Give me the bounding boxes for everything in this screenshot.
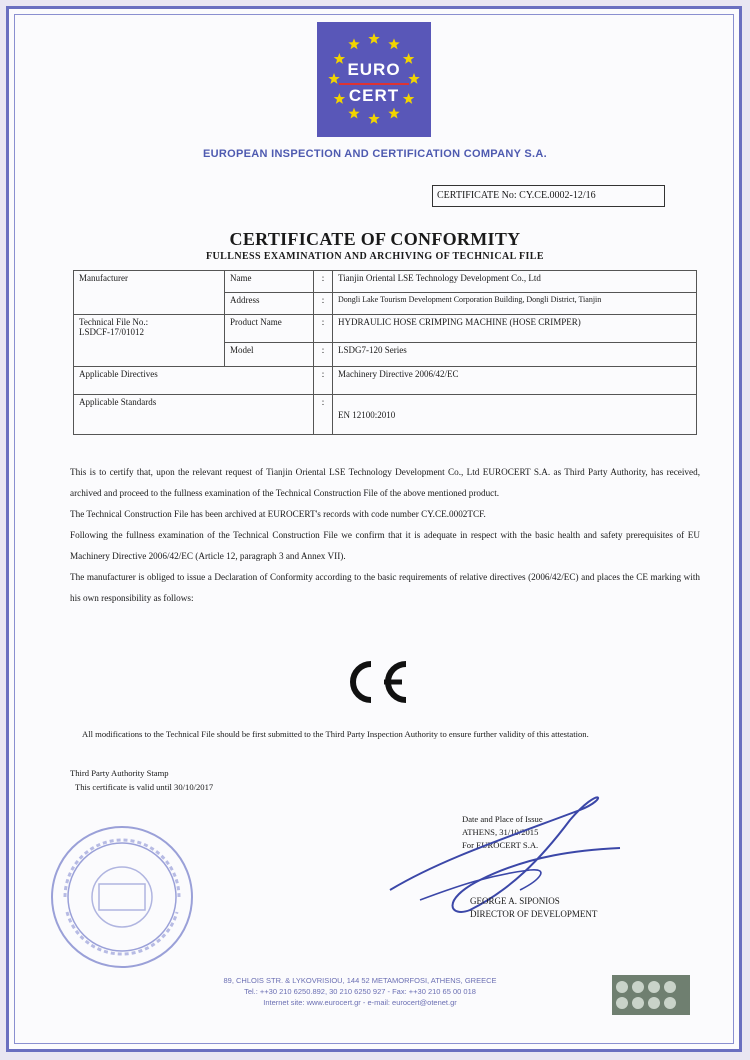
colon: : — [314, 315, 333, 343]
date-place-line: Date and Place of Issue — [462, 814, 543, 824]
body-paragraph: The manufacturer is obliged to issue a Declaration of Conformity according to the basic requirements of relative directives (2006/42/EC) and places the CE marking with his own responsibility as follows: — [70, 572, 700, 603]
technical-file-value: LSDCF-17/01012 — [79, 327, 145, 337]
stamp-label: Third Party Authority Stamp — [70, 768, 169, 778]
footer-web: Internet site: www.eurocert.gr - e-mail: eurocert@otenet.gr — [263, 998, 457, 1007]
model-value: LSDG7-120 Series — [333, 343, 697, 367]
colon: : — [314, 293, 333, 315]
certificate-subtitle: FULLNESS EXAMINATION AND ARCHIVING OF TECHNICAL FILE — [206, 251, 544, 262]
certificate-body — [70, 462, 700, 609]
star-icon — [368, 33, 379, 44]
colon: : — [314, 271, 333, 293]
certificate-number: CERTIFICATE No: CY.CE.0002-12/16 — [432, 185, 665, 207]
certificate-title: CERTIFICATE OF CONFORMITY — [229, 229, 521, 249]
standards-label: Applicable Standards — [74, 395, 314, 435]
company-name: EUROPEAN INSPECTION AND CERTIFICATION COMPANY S.A. — [202, 148, 547, 160]
name-value: Tianjin Oriental LSE Technology Development Co., Ltd — [333, 271, 697, 293]
logo-line2: CERT — [348, 86, 400, 105]
authority-stamp-icon — [47, 822, 197, 972]
body-paragraph: The Technical Construction File has been archived at EUROCERT's records with code number CY.CE.0002TCF. — [70, 509, 486, 519]
directives-value: Machinery Directive 2006/42/EC — [333, 367, 697, 395]
signer-title: DIRECTOR OF DEVELOPMENT — [470, 909, 598, 919]
star-icon — [348, 38, 359, 49]
footer-address: 89, CHLOIS STR. & LYKOVRISIOU, 144 52 METAMORFOSI, ATHENS, GREECE — [223, 976, 497, 985]
product-name-value: HYDRAULIC HOSE CRIMPING MACHINE (HOSE CRIMPER) — [333, 315, 697, 343]
colon: : — [314, 343, 333, 367]
date-place-line: For EUROCERT S.A. — [462, 840, 539, 850]
product-name-label: Product Name — [225, 315, 314, 343]
signer-block — [470, 895, 597, 921]
technical-file-label: Technical File No.: — [79, 317, 149, 327]
footer-contact — [120, 975, 600, 1008]
body-paragraph: This is to certify that, upon the relevant request of Tianjin Oriental LSE Technology Development Co., Ltd EUROCERT S.A. as Third Party Authority, has received, archived and proceed to the fullness examination of the Technical Construction File of the above mentioned product. — [70, 467, 700, 498]
name-label: Name — [225, 271, 314, 293]
date-place-line: ATHENS, 31/10/2015 — [462, 827, 539, 837]
ce-mark-icon — [340, 656, 410, 708]
validity-text: This certificate is valid until 30/10/2017 — [75, 782, 214, 792]
standards-value: EN 12100:2010 — [333, 395, 697, 435]
address-label: Address — [225, 293, 314, 315]
technical-file-cell — [74, 315, 225, 367]
accreditation-logo-icon — [612, 975, 690, 1015]
star-icon — [368, 113, 379, 124]
body-paragraph: Following the fullness examination of the Technical Construction File we confirm that it is adequate in respect with the basic health and safety prerequisites of EU Machinery Directive 2006/42/EC (Article 12, paragraph 3 and Annex VII). — [70, 530, 700, 561]
eurocert-logo — [317, 22, 431, 137]
star-icon — [348, 108, 359, 119]
colon: : — [314, 367, 333, 395]
address-value: Dongli Lake Tourism Development Corporation Building, Dongli District, Tianjin — [333, 293, 697, 315]
colon: : — [314, 395, 333, 435]
logo-line1: EURO — [347, 60, 401, 79]
directives-label: Applicable Directives — [74, 367, 314, 395]
modifications-note: All modifications to the Technical File should be first submitted to the Third Party Inspection Authority to ensure further validity of this attestation. — [82, 729, 589, 739]
star-icon — [388, 38, 399, 49]
signer-name: GEORGE A. SIPONIOS — [470, 896, 560, 906]
footer-phone: Tel.: ++30 210 6250.892, 30 210 6250 927 - Fax: ++30 210 65 00 018 — [244, 987, 476, 996]
model-label: Model — [225, 343, 314, 367]
manufacturer-label: Manufacturer — [74, 271, 225, 315]
star-icon — [388, 108, 399, 119]
info-table — [73, 270, 697, 435]
